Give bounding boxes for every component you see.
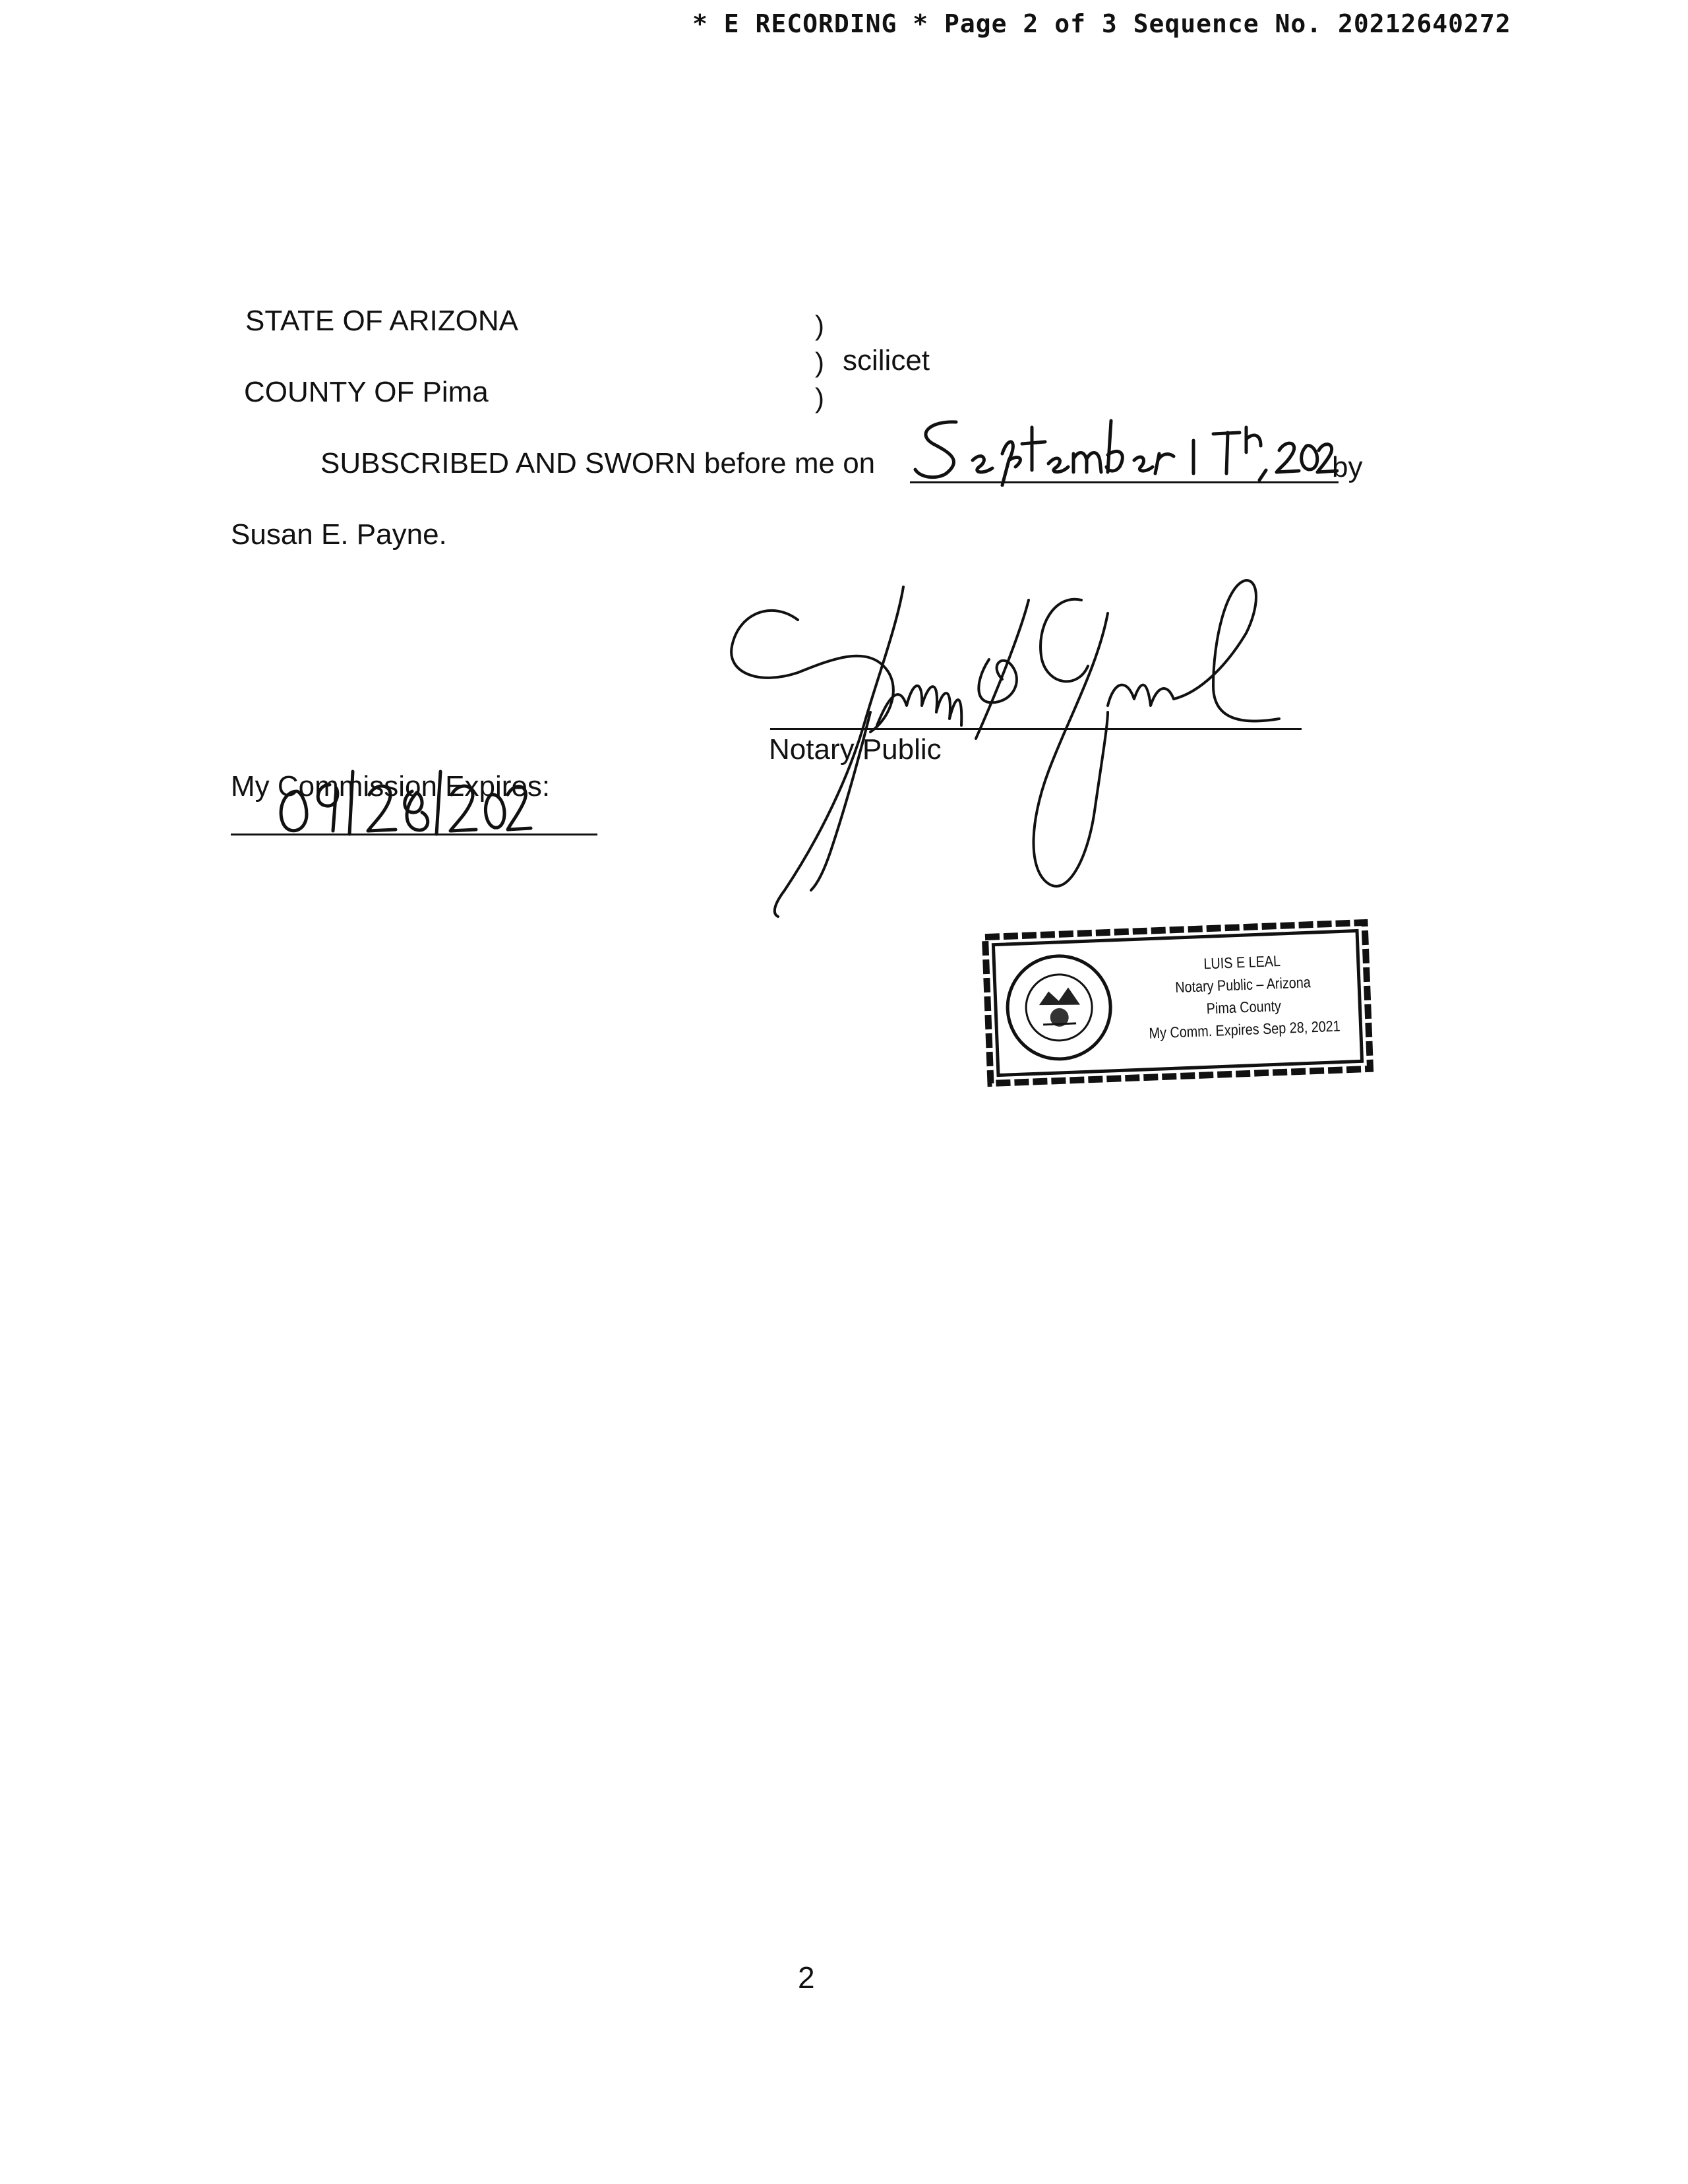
- notary-stamp: [977, 913, 1378, 1093]
- venue-bracket: ): [815, 347, 824, 378]
- stamp-notary-name: LUIS E LEAL: [1203, 952, 1281, 973]
- venue-bracket: ): [815, 310, 824, 341]
- commission-expires-label: My Commission Expires:: [231, 770, 551, 803]
- state-seal-icon: [1006, 954, 1112, 1061]
- venue-county: COUNTY OF Pima: [244, 376, 489, 408]
- jurat-statement: SUBSCRIBED AND SWORN before me on: [320, 447, 876, 479]
- affiant-name: Susan E. Payne.: [231, 518, 447, 551]
- notary-public-label: Notary Public: [769, 733, 942, 766]
- stamp-notary-title: Notary Public – Arizona: [1174, 973, 1311, 996]
- venue-bracket: ): [815, 382, 824, 413]
- page-number: 2: [798, 1960, 815, 1995]
- scilicet-label: scilicet: [843, 344, 930, 377]
- handwritten-expiration-date: [270, 765, 534, 837]
- stamp-expiration: My Comm. Expires Sep 28, 2021: [1149, 1017, 1341, 1042]
- jurat-by: by: [1332, 451, 1363, 483]
- stamp-county: Pima County: [1206, 996, 1282, 1017]
- recording-header: * E RECORDING * Page 2 of 3 Sequence No. 20212640272: [692, 9, 1511, 38]
- handwritten-date: [910, 414, 1339, 487]
- notary-signature-line: [770, 728, 1302, 730]
- venue-state: STATE OF ARIZONA: [245, 305, 518, 337]
